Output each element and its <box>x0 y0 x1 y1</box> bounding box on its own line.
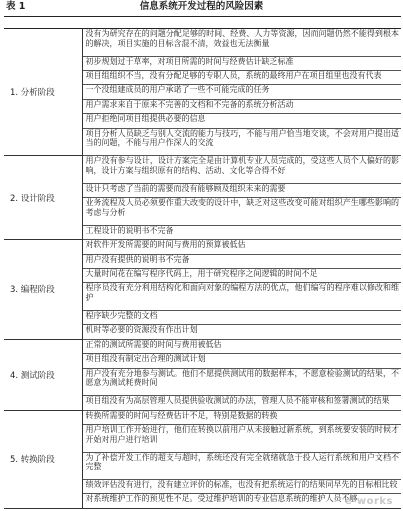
risk-factor-cell: 转换所需要的时间与经费估计不足，特别是数据的转换 <box>82 410 401 424</box>
risk-factor-cell: 业务流程及人员必须要作重大改变的设计中，缺乏对这些改变可能对组织产生哪些影响的考虑与分析 <box>82 198 401 226</box>
risk-factor-cell: 为了补偿开发工作的超支与超时，系统还没有完全就绪就急于投人运行系统和用户文档不完整 <box>82 452 401 480</box>
table-row <box>4 29 401 57</box>
risk-factor-cell: 用户没有充分地参与测试。他们不愿提供测试用的数据样本，不愿意检验测试的结果，不愿意为测试耗费时间 <box>82 368 401 396</box>
phase-cell: 2. 设计阶段 <box>4 156 82 240</box>
header-factors <box>82 17 401 29</box>
risk-factor-cell: 项目组没有制定出合理的测试计划 <box>82 354 401 368</box>
risk-factor-cell: 设计只考虑了当前的需要而没有能够顾及组织未来的需要 <box>82 183 401 197</box>
risk-factor-cell: 没有为研究存在的问题分配足够的时间、经费、人力等资源，因而问题仍然不能得到根本的解决，项目实施的目标含混不清，效益也无法衡量 <box>82 29 401 57</box>
table-header-row <box>4 17 401 29</box>
risk-factor-cell: 程序缺少完整的文档 <box>82 310 401 324</box>
risk-factor-cell: 大量时间花在编写程序代码上，用于研究程序之间逻辑的时间不足 <box>82 268 401 282</box>
risk-factor-cell: 用户没有提供的说明书不完备 <box>82 254 401 268</box>
table-title: 信息系统开发过程的风险因素 <box>139 1 264 12</box>
table-row <box>4 410 401 424</box>
header-phase <box>4 17 82 29</box>
table-body <box>4 29 401 509</box>
risk-factor-cell: 用户培训工作开始进行，他们在转换以前用户从未接触过新系统，到系统要安装的时候才开始对用户进行培训 <box>82 425 401 453</box>
phase-cell: 3. 编程阶段 <box>4 240 82 340</box>
phase-cell: 4. 测试阶段 <box>4 339 82 410</box>
table-row <box>4 240 401 254</box>
phase-cell: 5. 转换阶段 <box>4 410 82 508</box>
risk-factor-cell: 项目组没有为高层管理人员提供验收测试的办法，管理人员不能审核和签署测试的结果 <box>82 396 401 410</box>
table-row <box>4 156 401 184</box>
table-row <box>4 339 401 353</box>
risk-factor-cell: 机时等必要的资源没有作出计划 <box>82 325 401 339</box>
table-number: 表 1 <box>6 1 26 12</box>
risk-factor-cell: 对软件开发所需要的时间与费用的预算被低估 <box>82 240 401 254</box>
risk-factor-cell: 对系统维护工作的预见性不足。受过维护培训的专业信息系统的维护人员不够 <box>82 494 401 509</box>
risk-factor-cell: 项目分析人员缺乏与别人交流的能力与技巧，不能与用户恰当地交谈，不会对用户提出适当的问题，不能与用户作深人的交流 <box>82 128 401 156</box>
risk-factor-cell: 一个没组建成员的用户承诺了一些不可能完成的任务 <box>82 85 401 99</box>
risk-factor-table <box>4 16 401 509</box>
table-caption <box>0 0 403 14</box>
risk-factor-cell: 初步规划过于草率，对项目所需的时间与经费估计缺乏标准 <box>82 56 401 70</box>
phase-cell: 1. 分析阶段 <box>4 29 82 156</box>
risk-factor-cell: 程序员没有充分利用结构化和面向对象的编程方法的优点，他们编写的程序难以修改和维护 <box>82 283 401 311</box>
watermark-logo: e-works <box>344 496 393 507</box>
risk-factor-cell: 工程设计的说明书不完备 <box>82 225 401 239</box>
risk-factor-cell: 用户拒绝同项目组提供必要的信息 <box>82 114 401 128</box>
risk-factor-cell: 项目组组织不当，没有分配足够的专职人员，系统的最终用户在项目组里也没有代表 <box>82 70 401 84</box>
risk-factor-cell: 绩效评估没有进行，没有建立评价的标准，也没有把系统运行的结果同早先的目标相比较 <box>82 480 401 494</box>
risk-factor-cell: 用户需求来自于原来不完善的文档和不完备的系统分析活动 <box>82 99 401 113</box>
risk-factor-cell: 正常的测试所需要的时间与费用被低估 <box>82 339 401 353</box>
risk-factor-cell: 用户没有参与设计，设计方案完全是由计算机专业人员完成的，受这些人员个人偏好的影响，设计方案与组织原有的结构、活动、文化等合得不好 <box>82 156 401 184</box>
